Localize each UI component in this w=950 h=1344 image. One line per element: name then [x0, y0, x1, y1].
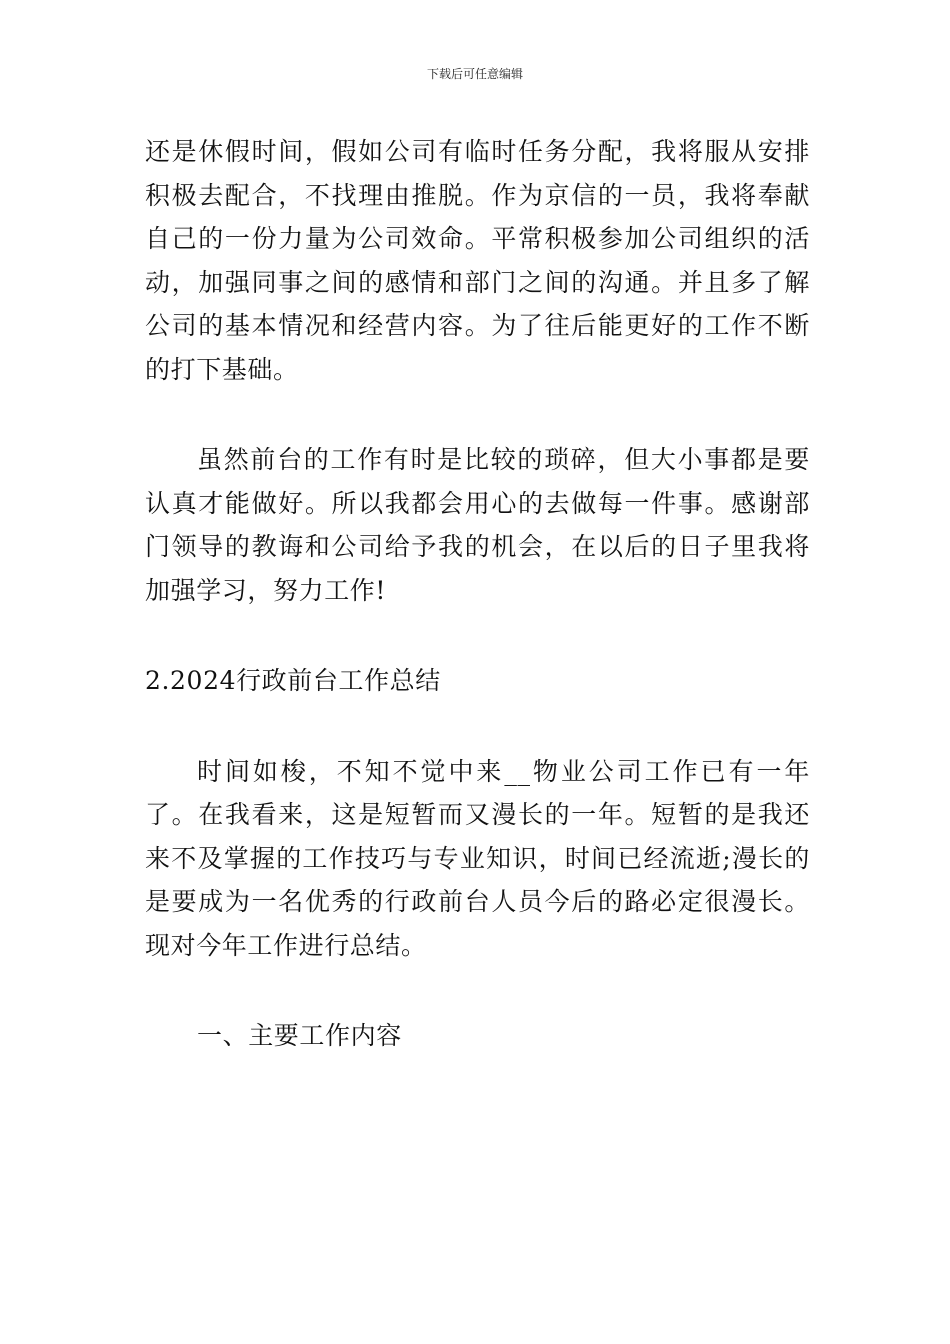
paragraph-intro: 时间如梭，不知不觉中来__物业公司工作已有一年了。在我看来，这是短暂而又漫长的一年。短暂的是我还来不及掌握的工作技巧与专业知识，时间已经流逝;漫长的是要成为一名优秀的行政前台人员今后的路必定很漫长。现对今年工作进行总结。: [145, 756, 810, 960]
paragraph-continuation: 还是休假时间，假如公司有临时任务分配，我将服从安排积极去配合，不找理由推脱。作为京信的一员，我将奉献自己的一份力量为公司效命。平常积极参加公司组织的活动，加强同事之间的感情和部门之间的沟通。并且多了解公司的基本情况和经营内容。为了往后能更好的工作不断的打下基础。: [145, 137, 810, 384]
paragraph-front-desk: 虽然前台的工作有时是比较的琐碎，但大小事都是要认真才能做好。所以我都会用心的去做每一件事。感谢部门领导的教诲和公司给予我的机会，在以后的日子里我将加强学习，努力工作!: [145, 445, 810, 605]
page-header: 下载后可任意编辑: [426, 67, 523, 81]
document-body: [145, 130, 810, 1058]
subsection-heading: 一、主要工作内容: [197, 1021, 402, 1050]
section-title: 2.2024行政前台工作总结: [145, 666, 441, 695]
